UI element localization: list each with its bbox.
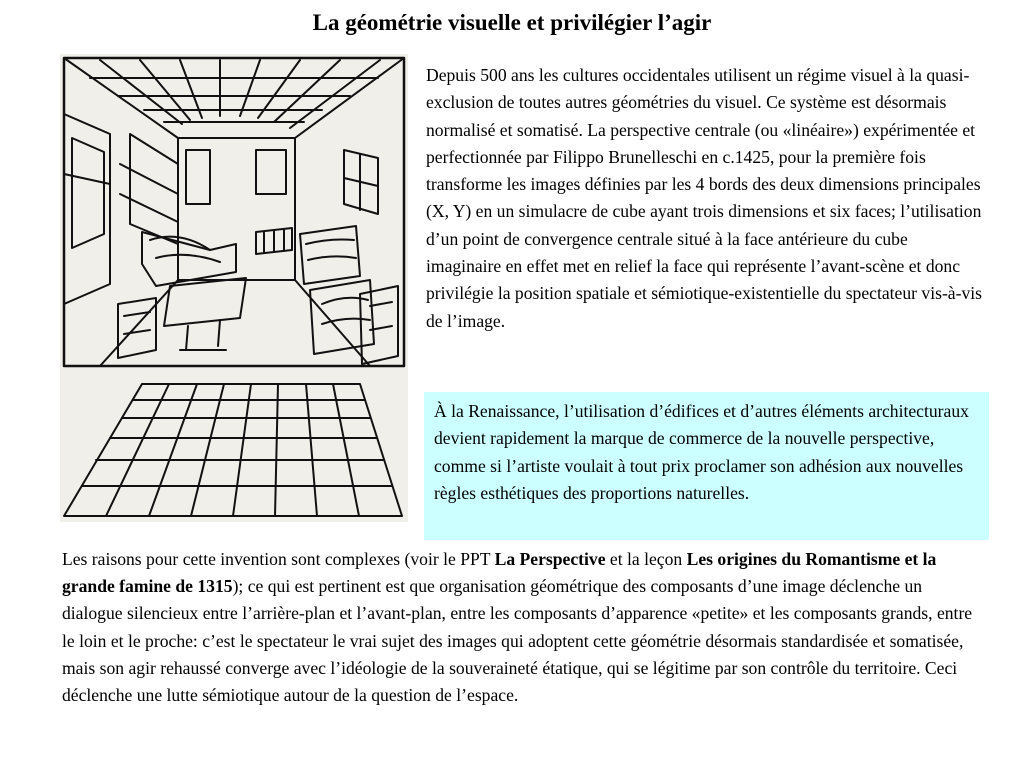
lesson-title-romantisme: Les origines du Romantisme et la grande famine de 1315 xyxy=(62,549,937,597)
paragraph-perspective-intro: Depuis 500 ans les cultures occidentales utilisent un régime visuel à la quasi-exclusion de toutes autres géométries du visuel. Ce système est désormais normalisé et somatisé. La perspective centrale (ou «linéaire») expérimentée et perfectionnée par Filippo Brunelleschi en c.1425, pour la première fois transforme les images définies par les 4 bords des deux dimensions principales (X, Y) en un simulacre de cube ayant trois dimensions et six faces; l’utilisation d’un point de convergence centrale situé à la face antérieure du cube imaginaire en effet met en relief la face qui représente l’avant-scène et donc privilégie la position spatiale et sémiotique-existentielle du spectateur vis-à-vis de l’image. xyxy=(426,65,982,331)
perspective-engraving xyxy=(60,54,408,522)
ppt-title-la-perspective: La Perspective xyxy=(494,549,606,569)
highlight-box-text: À la Renaissance, l’utilisation d’édifices et d’autres éléments architecturaux devient rapidement la marque de commerce de la nouvelle perspective, comme si l’artiste voulait à tout prix proclamer son adhésion aux nouvelles règles esthétiques des proportions naturelles. xyxy=(434,401,969,503)
page-title: La géométrie visuelle et privilégier l’agir xyxy=(312,10,712,35)
paragraph3-part3: ); ce qui est pertinent est que organisation géométrique des composants d’une image déclenche un dialogue silencieux entre l’arrière-plan et l’avant-plan, entre les composants d’apparence «petite» et les composants grands, entre le loin et le proche: c’est le spectateur le vrai sujet des images qui adoptent cette géométrie désormais standardisée et somatisée, mais son agir rehaussé converge avec l’idéologie de la souveraineté étatique, qui se légitime par son contrôle du territoire. Ceci déclenche une lutte sémiotique autour de la question de l’espace. xyxy=(62,576,973,706)
paragraph-reasons xyxy=(62,546,982,709)
highlight-box-renaissance xyxy=(424,392,989,540)
paragraph3-part1: Les raisons pour cette invention sont complexes (voir le PPT xyxy=(62,549,495,569)
paragraph3-part2: et la leçon xyxy=(605,549,687,569)
